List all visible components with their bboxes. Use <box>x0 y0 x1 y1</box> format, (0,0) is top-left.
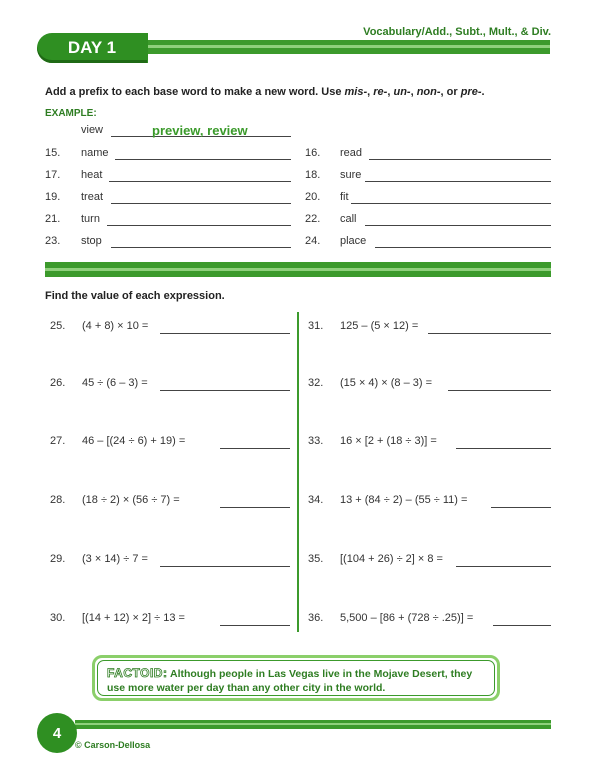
example-answer: preview, review <box>152 123 248 138</box>
prefix-re: re- <box>373 86 388 98</box>
expression: 45 ÷ (6 – 3) = <box>82 377 148 389</box>
item-number: 34. <box>308 494 324 506</box>
day-tab <box>37 33 147 63</box>
answer-line[interactable] <box>109 181 291 182</box>
expression-instruction: Find the value of each expression. <box>45 290 225 302</box>
answer-line[interactable] <box>456 566 551 567</box>
instruction-sep: , <box>367 86 374 98</box>
expression: (4 + 8) × 10 = <box>82 320 149 332</box>
base-word: name <box>81 147 109 159</box>
expression-item <box>308 320 551 336</box>
instruction-sep: , <box>387 86 394 98</box>
answer-line[interactable] <box>111 247 291 248</box>
expression-item <box>50 435 290 451</box>
expression: 5,500 – [86 + (728 ÷ .25)] = <box>340 612 474 624</box>
base-word: fit <box>340 191 349 203</box>
expression-item <box>308 435 551 451</box>
base-word: stop <box>81 235 102 247</box>
base-word: call <box>340 213 357 225</box>
answer-line[interactable] <box>365 181 551 182</box>
answer-line[interactable] <box>448 390 551 391</box>
instruction-sep: , <box>410 86 417 98</box>
section-divider-stripe <box>45 268 551 271</box>
item-number: 26. <box>50 377 66 389</box>
expression-item <box>50 553 290 569</box>
prefix-un: un- <box>393 86 411 98</box>
base-word: heat <box>81 169 103 181</box>
column-divider <box>297 312 299 632</box>
instruction-sep: , or <box>440 86 461 98</box>
expression-item <box>50 612 290 628</box>
expression: 13 + (84 ÷ 2) – (55 ÷ 11) = <box>340 494 468 506</box>
item-number: 23. <box>45 235 61 247</box>
expression-item <box>308 553 551 569</box>
expression: (15 × 4) × (8 – 3) = <box>340 377 433 389</box>
answer-line[interactable] <box>351 203 551 204</box>
word-item <box>45 213 295 229</box>
item-number: 27. <box>50 435 66 447</box>
expression-item <box>50 494 290 510</box>
page-number-badge <box>37 713 77 753</box>
page-number: 4 <box>52 724 62 742</box>
answer-line[interactable] <box>365 225 551 226</box>
item-number: 15. <box>45 147 61 159</box>
expression: 125 – (5 × 12) = <box>340 320 419 332</box>
item-number: 36. <box>308 612 324 624</box>
answer-line[interactable] <box>369 159 551 160</box>
expression-item <box>308 494 551 510</box>
word-item <box>305 235 551 251</box>
expression-item <box>50 377 290 393</box>
answer-line[interactable] <box>375 247 551 248</box>
item-number: 25. <box>50 320 66 332</box>
answer-line[interactable] <box>160 390 290 391</box>
word-item <box>45 169 295 185</box>
answer-line[interactable] <box>491 507 551 508</box>
answer-line[interactable] <box>107 225 291 226</box>
word-item <box>45 235 295 251</box>
answer-line[interactable] <box>160 333 290 334</box>
expression: (3 × 14) ÷ 7 = <box>82 553 148 565</box>
item-number: 22. <box>305 213 321 225</box>
word-item <box>45 147 295 163</box>
item-number: 29. <box>50 553 66 565</box>
expression: 16 × [2 + (18 ÷ 3)] = <box>340 435 437 447</box>
expression: [(14 + 12) × 2] ÷ 13 = <box>82 612 185 624</box>
answer-line[interactable] <box>160 566 290 567</box>
subject-heading: Vocabulary/Add., Subt., Mult., & Div. <box>363 26 551 38</box>
factoid-text <box>107 666 491 695</box>
word-item <box>305 169 551 185</box>
item-number: 20. <box>305 191 321 203</box>
prefix-pre: pre- <box>460 86 482 98</box>
factoid-label: FACTOID: <box>107 666 168 680</box>
item-number: 21. <box>45 213 61 225</box>
item-number: 35. <box>308 553 324 565</box>
factoid-box <box>92 655 500 701</box>
item-number: 28. <box>50 494 66 506</box>
item-number: 31. <box>308 320 324 332</box>
prefix-instruction <box>45 86 485 98</box>
answer-line[interactable] <box>493 625 551 626</box>
word-item <box>305 213 551 229</box>
footer-bar-stripe <box>75 723 551 725</box>
factoid-body: Although people in Las Vegas live in the Mojave Desert, they use more water per day than any other city in the world. <box>107 668 473 694</box>
base-word: treat <box>81 191 104 203</box>
word-item <box>305 191 551 207</box>
answer-line[interactable] <box>111 203 291 204</box>
copyright: © Carson-Dellosa <box>75 740 151 750</box>
prefix-mis: mis- <box>344 86 368 98</box>
expression-item <box>308 377 551 393</box>
expression: [(104 + 26) ÷ 2] × 8 = <box>340 553 443 565</box>
expression-item <box>50 320 290 336</box>
word-item <box>45 191 295 207</box>
item-number: 30. <box>50 612 66 624</box>
instruction-end: . <box>481 86 485 98</box>
answer-line[interactable] <box>428 333 551 334</box>
answer-line[interactable] <box>220 625 290 626</box>
base-word: sure <box>340 169 362 181</box>
item-number: 32. <box>308 377 324 389</box>
example-word: view <box>81 124 104 136</box>
day-label: DAY 1 <box>67 38 117 57</box>
expression-item <box>308 612 551 628</box>
answer-line[interactable] <box>456 448 551 449</box>
word-item <box>305 147 551 163</box>
item-number: 17. <box>45 169 61 181</box>
example-label: EXAMPLE: <box>45 108 97 119</box>
answer-line[interactable] <box>220 507 290 508</box>
base-word: turn <box>81 213 100 225</box>
item-number: 18. <box>305 169 321 181</box>
item-number: 19. <box>45 191 61 203</box>
header-bar-stripe <box>145 45 550 48</box>
answer-line[interactable] <box>115 159 291 160</box>
expression: 46 – [(24 ÷ 6) + 19) = <box>82 435 186 447</box>
item-number: 24. <box>305 235 321 247</box>
item-number: 33. <box>308 435 324 447</box>
base-word: place <box>340 235 367 247</box>
answer-line[interactable] <box>220 448 290 449</box>
instruction-text: Add a prefix to each base word to make a new word. Use <box>45 86 345 98</box>
item-number: 16. <box>305 147 321 159</box>
expression: (18 ÷ 2) × (56 ÷ 7) = <box>82 494 180 506</box>
prefix-non: non- <box>416 86 441 98</box>
base-word: read <box>340 147 363 159</box>
